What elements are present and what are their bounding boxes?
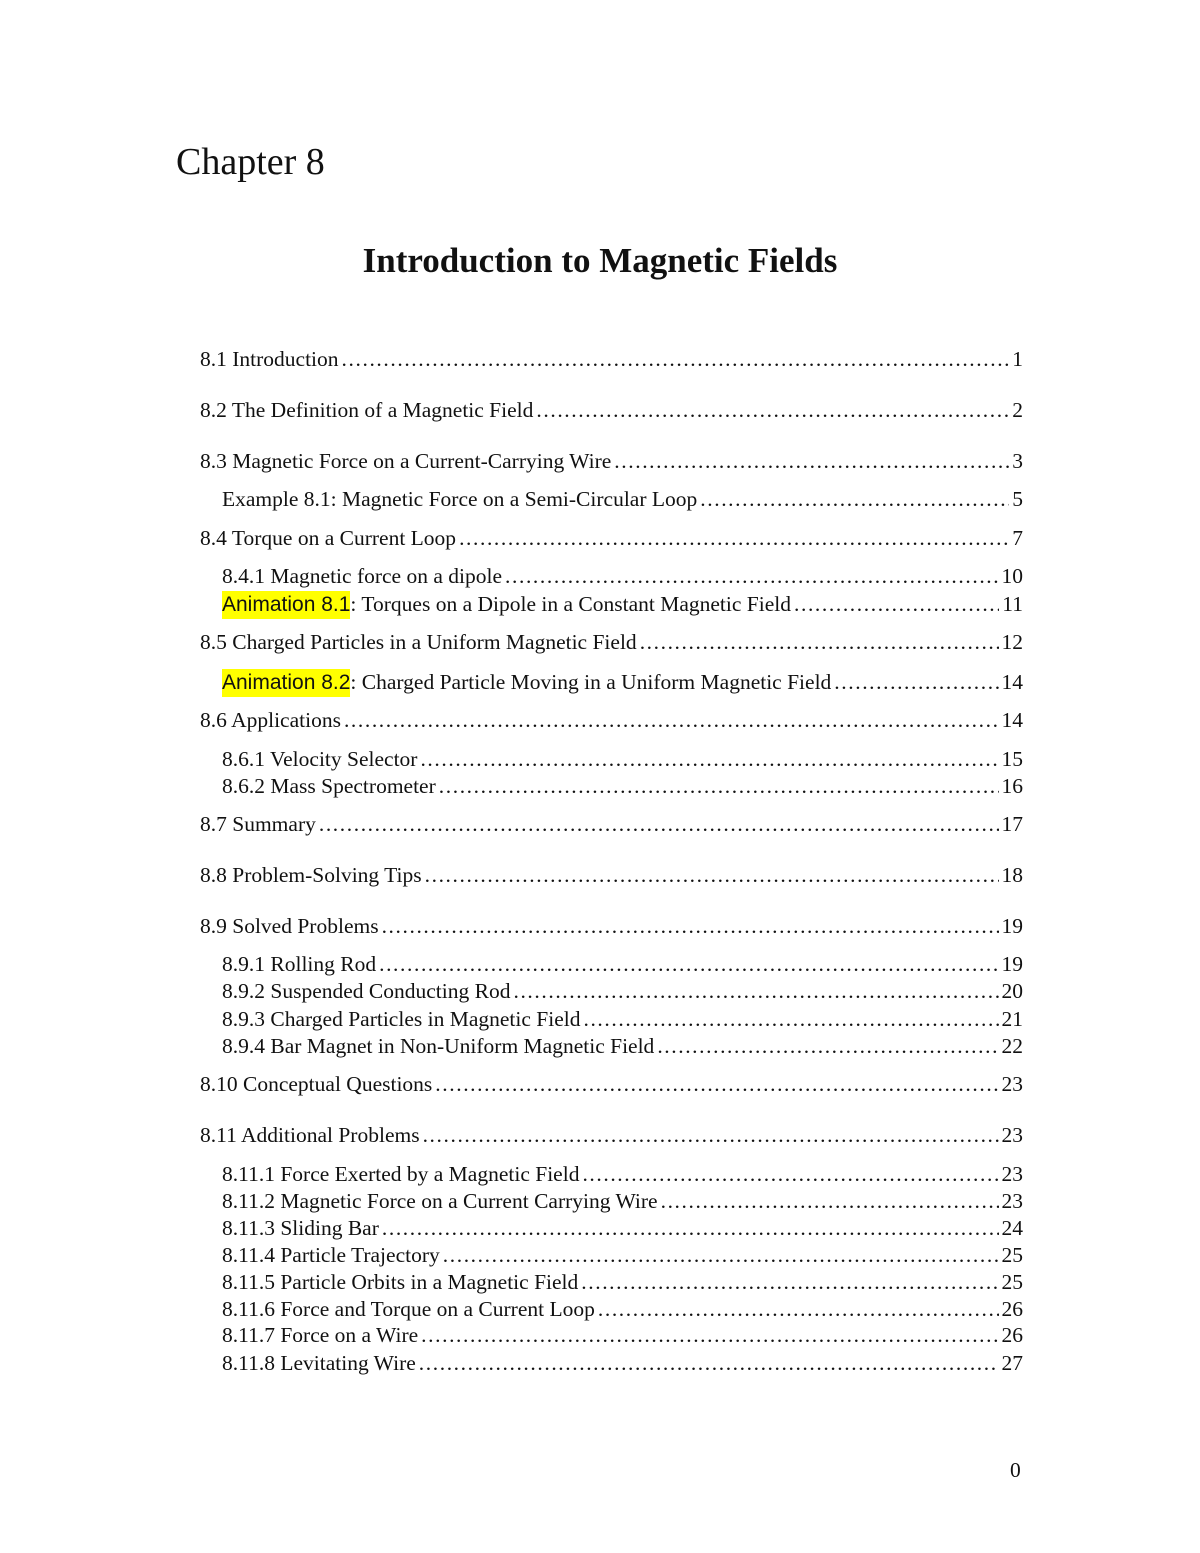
toc-entry-8-11-6[interactable]: [222, 1295, 1023, 1323]
toc-label: 8.11.6 Force and Torque on a Current Loop: [222, 1297, 595, 1321]
toc-entry-8-11-1[interactable]: [222, 1160, 1023, 1188]
toc-label: 8.6.2 Mass Spectrometer: [222, 774, 436, 798]
toc-page: 22: [1001, 1034, 1023, 1058]
toc-page: 14: [1001, 670, 1023, 694]
toc-label: 8.6.1 Velocity Selector: [222, 747, 418, 771]
dot-leader: [598, 1295, 999, 1323]
toc-entry-8-9-1[interactable]: [222, 950, 1023, 978]
toc-entry-8-6[interactable]: [200, 706, 1023, 734]
dot-leader: [640, 628, 999, 656]
dot-leader: [536, 396, 1009, 424]
toc-label: 8.5 Charged Particles in a Uniform Magnetic Field: [200, 630, 637, 654]
dot-leader: [435, 1070, 998, 1098]
toc-label: 8.9.3 Charged Particles in Magnetic Field: [222, 1007, 581, 1031]
dot-leader: [379, 950, 998, 978]
chapter-heading: Chapter 8: [176, 141, 325, 183]
dot-leader: [583, 1005, 998, 1033]
toc-entry-8-11-3[interactable]: [222, 1214, 1023, 1242]
toc-entry-8-4[interactable]: [200, 524, 1023, 552]
toc-page: 23: [1001, 1123, 1023, 1147]
dot-leader: [614, 447, 1009, 475]
toc-page: 25: [1001, 1270, 1023, 1294]
toc-entry-animation-8-2[interactable]: [222, 668, 1023, 697]
toc-label: Example 8.1: Magnetic Force on a Semi-Circular Loop: [222, 487, 698, 511]
dot-leader: [582, 1160, 998, 1188]
toc-page: 11: [1002, 592, 1023, 616]
dot-leader: [443, 1241, 999, 1269]
toc-entry-8-5[interactable]: [200, 628, 1023, 656]
toc-label: 8.9 Solved Problems: [200, 914, 379, 938]
toc-page: 12: [1001, 630, 1023, 654]
toc-entry-8-7[interactable]: [200, 810, 1023, 838]
dot-leader: [513, 977, 998, 1005]
toc-entry-8-9-3[interactable]: [222, 1005, 1023, 1033]
dot-leader: [425, 861, 999, 889]
toc-page: 3: [1012, 449, 1023, 473]
toc-entry-8-6-2[interactable]: [222, 772, 1023, 800]
toc-entry-8-11[interactable]: [200, 1121, 1023, 1149]
dot-leader: [420, 745, 998, 773]
toc-label: 8.11.7 Force on a Wire: [222, 1323, 419, 1347]
toc-label: 8.11.8 Levitating Wire: [222, 1351, 416, 1375]
toc-page: 23: [1001, 1162, 1023, 1186]
dot-leader: [459, 524, 1009, 552]
toc-page: 19: [1001, 914, 1023, 938]
toc-label: 8.9.2 Suspended Conducting Rod: [222, 979, 511, 1003]
toc-label: 8.11.3 Sliding Bar: [222, 1216, 379, 1240]
toc-entry-8-11-8[interactable]: [222, 1349, 1023, 1377]
toc-entry-8-11-5[interactable]: [222, 1268, 1023, 1296]
toc-entry-8-3[interactable]: [200, 447, 1023, 475]
toc-page: 21: [1001, 1007, 1023, 1031]
dot-leader: [657, 1032, 998, 1060]
toc-label: 8.3 Magnetic Force on a Current-Carrying Wire: [200, 449, 612, 473]
dot-leader: [794, 590, 999, 618]
toc-page: 20: [1001, 979, 1023, 1003]
toc-label: 8.4.1 Magnetic force on a dipole: [222, 564, 503, 588]
toc-page: 23: [1001, 1189, 1023, 1213]
toc-page: 24: [1001, 1216, 1023, 1240]
toc-label: 8.11.5 Particle Orbits in a Magnetic Field: [222, 1270, 579, 1294]
animation-highlight[interactable]: Animation 8.1: [222, 591, 350, 619]
dot-leader: [661, 1187, 999, 1215]
dot-leader: [419, 1349, 999, 1377]
dot-leader: [581, 1268, 998, 1296]
toc-page: 18: [1001, 863, 1023, 887]
animation-highlight[interactable]: Animation 8.2: [222, 669, 350, 697]
toc-label: 8.6 Applications: [200, 708, 341, 732]
toc-entry-8-2[interactable]: [200, 396, 1023, 424]
toc-entry-8-11-2[interactable]: [222, 1187, 1023, 1215]
dot-leader: [421, 1321, 998, 1349]
toc-page: 19: [1001, 952, 1023, 976]
dot-leader: [834, 668, 998, 696]
toc-page: 26: [1001, 1323, 1023, 1347]
toc-page: 5: [1012, 487, 1023, 511]
toc-label: : Torques on a Dipole in a Constant Magnetic Field: [350, 592, 791, 616]
toc-label: 8.4 Torque on a Current Loop: [200, 526, 457, 550]
toc-label: 8.9.4 Bar Magnet in Non-Uniform Magnetic Field: [222, 1034, 655, 1058]
toc-label: 8.11.2 Magnetic Force on a Current Carrying Wire: [222, 1189, 658, 1213]
dot-leader: [423, 1121, 999, 1149]
toc-label: 8.9.1 Rolling Rod: [222, 952, 377, 976]
dot-leader: [319, 810, 999, 838]
toc-entry-8-10[interactable]: [200, 1070, 1023, 1098]
toc-page: 27: [1001, 1351, 1023, 1375]
toc-page: 7: [1012, 526, 1023, 550]
toc-entry-8-9-2[interactable]: [222, 977, 1023, 1005]
page-number: 0: [1010, 1458, 1021, 1482]
toc-entry-example-8-1[interactable]: [222, 485, 1023, 513]
toc-label: 8.11.4 Particle Trajectory: [222, 1243, 440, 1267]
toc-entry-8-9[interactable]: [200, 912, 1023, 940]
toc-page: 23: [1001, 1072, 1023, 1096]
toc-entry-8-1[interactable]: [200, 345, 1023, 373]
toc-page: 10: [1001, 564, 1023, 588]
toc-label: 8.8 Problem-Solving Tips: [200, 863, 422, 887]
toc-entry-8-9-4[interactable]: [222, 1032, 1023, 1060]
toc-label: : Charged Particle Moving in a Uniform Magnetic Field: [350, 670, 832, 694]
toc-page: 15: [1001, 747, 1023, 771]
toc-label: 8.10 Conceptual Questions: [200, 1072, 433, 1096]
toc-label: 8.1 Introduction: [200, 347, 339, 371]
dot-leader: [439, 772, 999, 800]
dot-leader: [700, 485, 1009, 513]
toc-entry-8-8[interactable]: [200, 861, 1023, 889]
toc-entry-8-4-1[interactable]: [222, 562, 1023, 590]
chapter-title: Introduction to Magnetic Fields: [362, 241, 838, 280]
toc-label: 8.11.1 Force Exerted by a Magnetic Field: [222, 1162, 580, 1186]
toc-entry-animation-8-1[interactable]: [222, 590, 1023, 619]
dot-leader: [505, 562, 998, 590]
toc-label: 8.7 Summary: [200, 812, 316, 836]
toc-entry-8-6-1[interactable]: [222, 745, 1023, 773]
dot-leader: [382, 1214, 999, 1242]
dot-leader: [342, 345, 1010, 373]
toc-page: 2: [1012, 398, 1023, 422]
toc-entry-8-11-7[interactable]: [222, 1321, 1023, 1349]
toc-page: 16: [1001, 774, 1023, 798]
toc-page: 25: [1001, 1243, 1023, 1267]
toc-page: 1: [1012, 347, 1023, 371]
dot-leader: [382, 912, 999, 940]
toc-page: 17: [1001, 812, 1023, 836]
dot-leader: [344, 706, 999, 734]
toc-entry-8-11-4[interactable]: [222, 1241, 1023, 1269]
toc-label: 8.11 Additional Problems: [200, 1123, 420, 1147]
toc-label: 8.2 The Definition of a Magnetic Field: [200, 398, 534, 422]
toc-page: 26: [1001, 1297, 1023, 1321]
toc-page: 14: [1001, 708, 1023, 732]
